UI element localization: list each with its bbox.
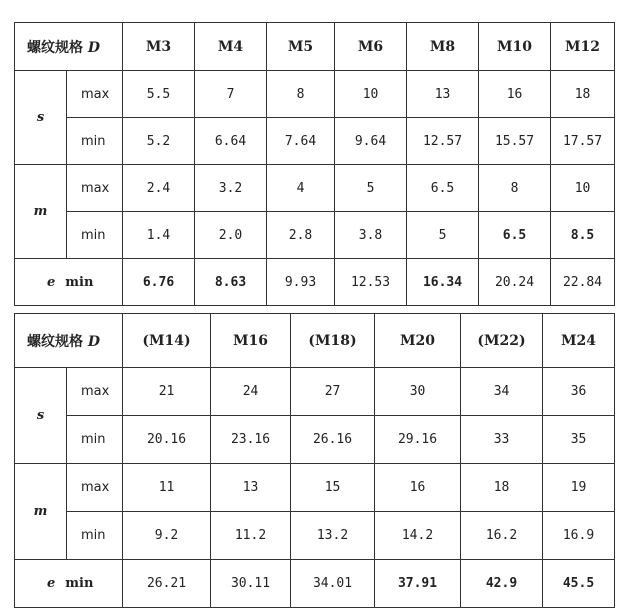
cell: 30 [375,368,461,416]
m-label: m [15,165,67,259]
min-label: min [67,118,123,165]
m-max-row [15,464,615,512]
col-header: M5 [267,23,335,71]
e-min-label [15,560,123,608]
e-min-row [15,259,615,306]
spec-header [15,314,123,368]
cell: 15.57 [479,118,551,165]
cell: 20.16 [123,416,211,464]
spec-label: 螺纹规格 [27,333,83,350]
max-label: max [67,71,123,118]
cell: 33 [461,416,543,464]
cell: 2.8 [267,212,335,259]
min-label: min [65,274,94,290]
cell: 18 [461,464,543,512]
cell: 6.5 [407,165,479,212]
nut-dimensions-table-1 [14,22,615,306]
cell: 8 [479,165,551,212]
cell: 16.2 [461,512,543,560]
min-label: min [65,576,94,591]
cell: 16 [479,71,551,118]
cell: 21 [123,368,211,416]
col-header: (M18) [291,314,375,368]
col-header: M6 [335,23,407,71]
cell: 1.4 [123,212,195,259]
cell: 11 [123,464,211,512]
e-min-row [15,560,615,608]
cell: 2.0 [195,212,267,259]
cell: 10 [335,71,407,118]
e-label: e [47,274,56,290]
cell: 11.2 [211,512,291,560]
m-min-row [15,512,615,560]
col-header: M3 [123,23,195,71]
cell: 34.01 [291,560,375,608]
max-label: max [67,464,123,512]
s-min-row [15,416,615,464]
cell: 14.2 [375,512,461,560]
spec-header [15,23,123,71]
cell: 36 [543,368,615,416]
s-min-row [15,118,615,165]
s-label: s [15,71,67,165]
cell: 12.57 [407,118,479,165]
cell: 13.2 [291,512,375,560]
cell: 8 [267,71,335,118]
min-label: min [67,212,123,259]
cell: 5.2 [123,118,195,165]
m-min-row [15,212,615,259]
cell: 30.11 [211,560,291,608]
col-header: M12 [551,23,615,71]
cell: 9.93 [267,259,335,306]
cell: 6.64 [195,118,267,165]
cell: 45.5 [543,560,615,608]
cell: 15 [291,464,375,512]
cell: 2.4 [123,165,195,212]
cell: 13 [211,464,291,512]
cell: 4 [267,165,335,212]
cell: 7.64 [267,118,335,165]
min-label: min [67,416,123,464]
cell: 24 [211,368,291,416]
cell: 18 [551,71,615,118]
nut-dimensions-table-2 [14,313,615,608]
s-max-row [15,368,615,416]
cell: 8.5 [551,212,615,259]
cell: 5 [335,165,407,212]
cell: 13 [407,71,479,118]
cell: 16.34 [407,259,479,306]
cell: 27 [291,368,375,416]
col-header: (M14) [123,314,211,368]
col-header: M24 [543,314,615,368]
cell: 26.21 [123,560,211,608]
cell: 9.2 [123,512,211,560]
col-header: M4 [195,23,267,71]
spec-var: D [87,333,101,350]
cell: 26.16 [291,416,375,464]
cell: 7 [195,71,267,118]
cell: 23.16 [211,416,291,464]
col-header: (M22) [461,314,543,368]
m-max-row [15,165,615,212]
max-label: max [67,165,123,212]
cell: 42.9 [461,560,543,608]
col-header: M8 [407,23,479,71]
s-max-row [15,71,615,118]
m-label: m [15,464,67,560]
cell: 10 [551,165,615,212]
col-header: M10 [479,23,551,71]
spec-var: D [87,39,101,56]
cell: 12.53 [335,259,407,306]
cell: 16.9 [543,512,615,560]
cell: 20.24 [479,259,551,306]
cell: 5.5 [123,71,195,118]
e-min-label [15,259,123,306]
e-label: e [47,576,56,591]
cell: 35 [543,416,615,464]
cell: 9.64 [335,118,407,165]
s-label: s [15,368,67,464]
cell: 16 [375,464,461,512]
spec-label: 螺纹规格 [27,39,83,56]
cell: 3.8 [335,212,407,259]
cell: 3.2 [195,165,267,212]
col-header: M20 [375,314,461,368]
min-label: min [67,512,123,560]
cell: 29.16 [375,416,461,464]
cell: 19 [543,464,615,512]
cell: 34 [461,368,543,416]
cell: 8.63 [195,259,267,306]
cell: 6.76 [123,259,195,306]
cell: 5 [407,212,479,259]
cell: 6.5 [479,212,551,259]
cell: 37.91 [375,560,461,608]
col-header: M16 [211,314,291,368]
header-row [15,314,615,368]
header-row [15,23,615,71]
max-label: max [67,368,123,416]
cell: 17.57 [551,118,615,165]
cell: 22.84 [551,259,615,306]
